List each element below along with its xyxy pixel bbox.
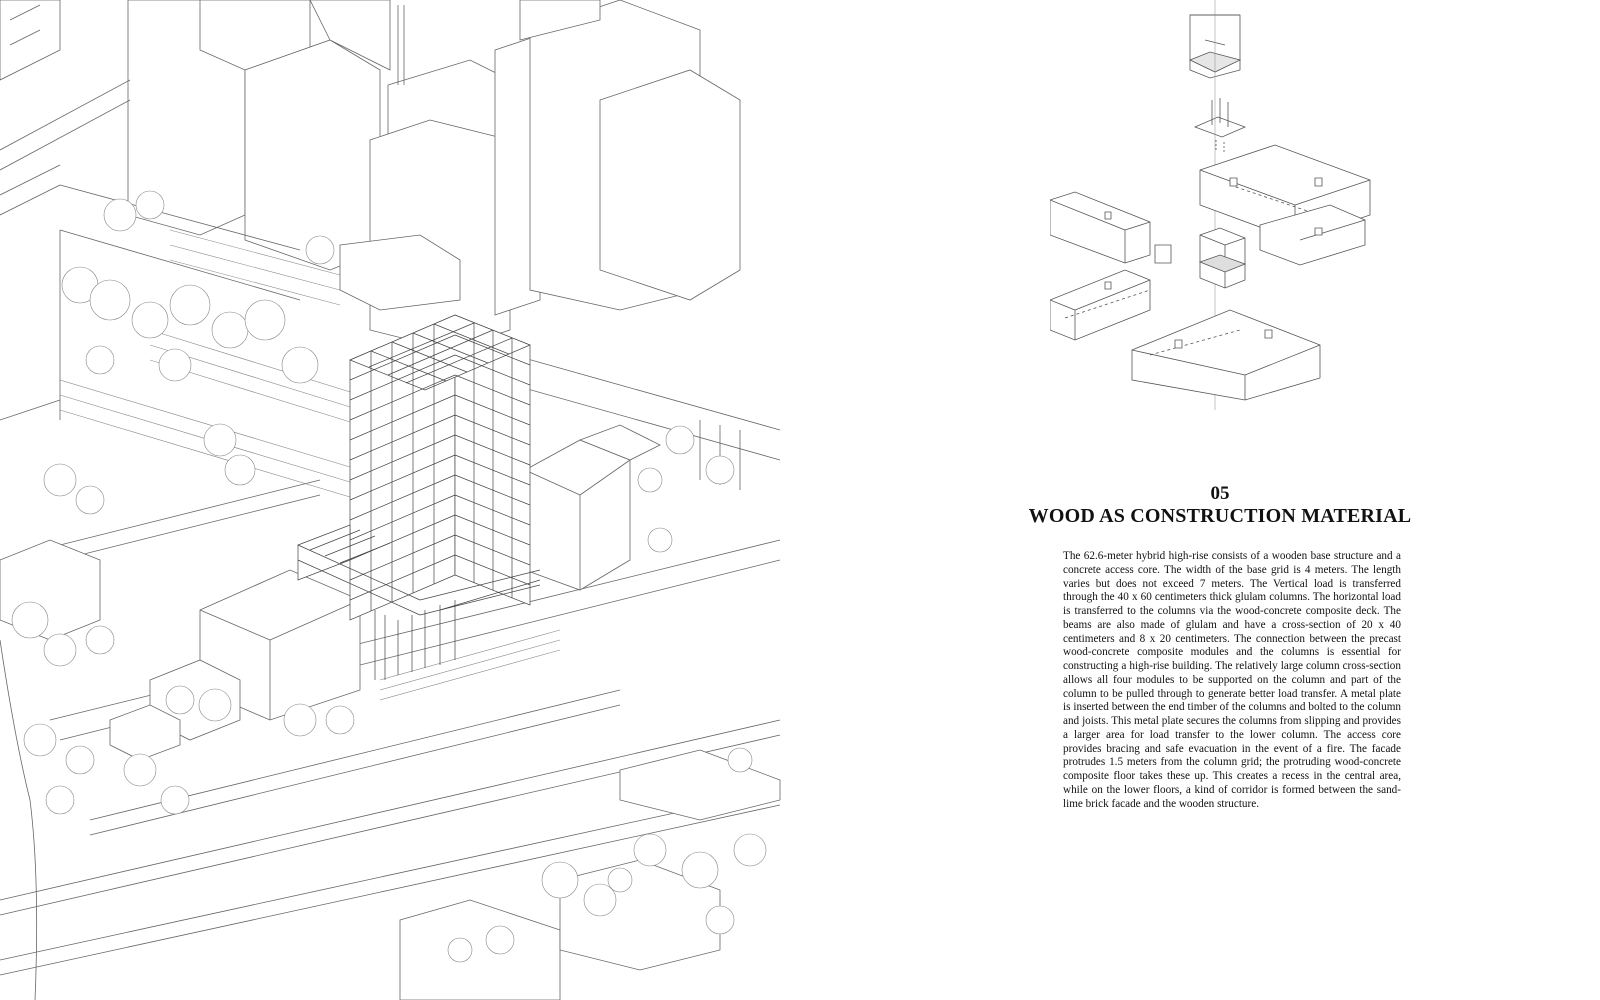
beam-upper-left (1050, 192, 1171, 263)
metal-plate (1195, 98, 1245, 152)
section-number: 05 (1210, 483, 1230, 504)
section-title: WOOD AS CONSTRUCTION MATERIAL (1028, 505, 1412, 527)
body-paragraph: The 62.6-meter hybrid high-rise consists of a wooden base structure and a concrete access core. The width of the base grid is 4 meters. The length varies but does not exceed 7 meters. The Vertical load is transferred through the 40 x 60 centimeters thick glulam columns. The horizontal load is transferred to the columns via the wood-concrete composite deck. The beams are also made of glulam and have a cross-section of 20 x 40 centimeters and 8 x 20 centimeters. The connection between the precast wood-concrete composite modules and the columns is essential for constructing a high-rise building. The relatively large column cross-section allows all four modules to be supported on the column and part of the column to be pulled through to generate better load transfer. A metal plate is inserted between the end timber of the columns and bolted to the column and joists. This metal plate secures the columns from slipping and provides a larger area for load transfer to the lower column. The access core provides bracing and safe evacuation in the event of a fire. The facade protrudes 1.5 meters from the column grid; the protruding wood-concrete composite floor takes these up. This creates a recess in the central area, while on the lower floors, a kind of corridor is formed between the sand-lime brick facade and the wooden structure. (1063, 550, 1401, 810)
beam-lower-right (1132, 310, 1320, 400)
beam-lower-left (1050, 270, 1150, 340)
concrete-core-block (1200, 228, 1245, 288)
exploded-connection-detail (1050, 0, 1420, 420)
site-edge-curve (0, 640, 37, 1000)
